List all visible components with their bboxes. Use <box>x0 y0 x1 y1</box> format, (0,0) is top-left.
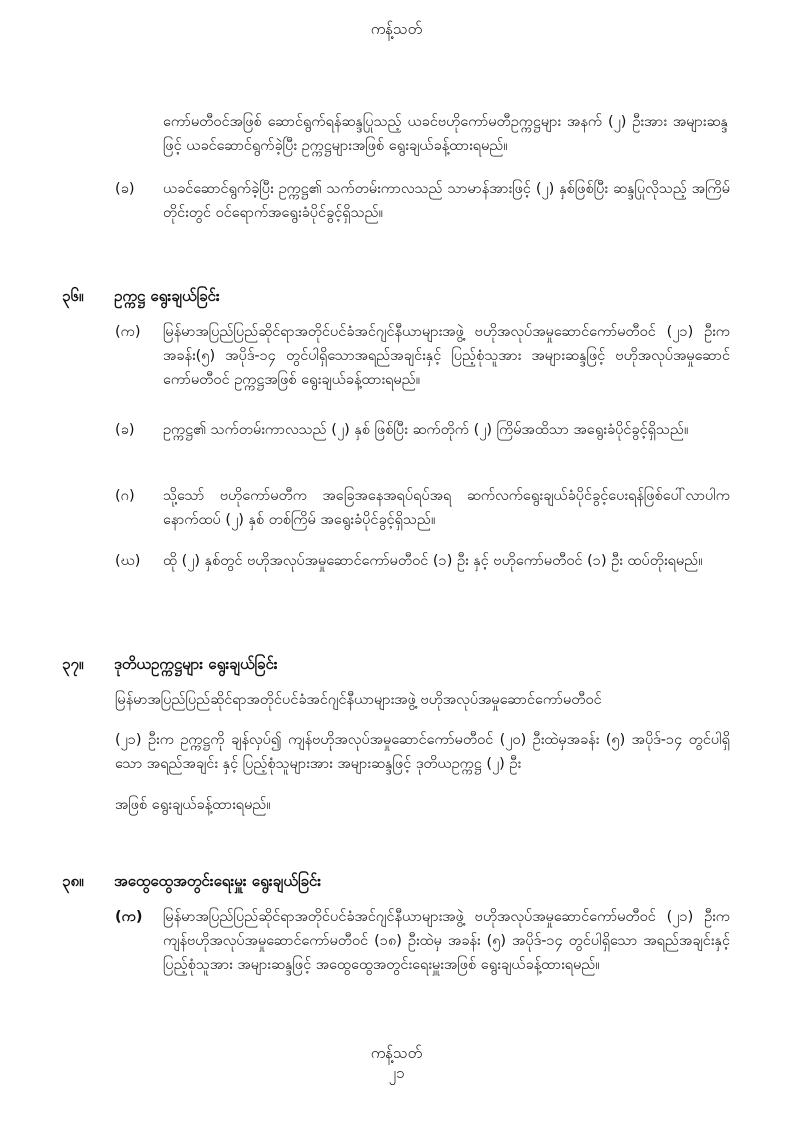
section-38-heading <box>62 872 321 894</box>
item-marker: (ခ) <box>115 181 135 197</box>
section-number: ၃၆။ <box>62 287 84 305</box>
item-marker: (ဂ) <box>115 488 135 504</box>
item-text: မြန်မာအပြည်ပြည်ဆိုင်ရာအတိုင်ပင်ခံအင်ဂျင်နီယာများအဖွဲ့ ဗဟိုအလုပ်အမှုဆောင်ကော်မတီဝင် (၂၁) ဦးက ကျန်ဗဟိုအလုပ်အမှုဆောင်ကော်မတီဝင် (၁၈) ဦးထဲမှ အခန်း (၅) အပိုဒ်-၁၄ တွင်ပါရှိသော အရည်အချင်းနှင့် ပြည့်စုံသူအား အများဆန္ဒဖြင့် အထွေထွေအတွင်းရေးမှူးအဖြစ် ရွေးချယ်ခန့်ထားရမည်။ <box>163 909 730 973</box>
section-title: ဥက္ကဋ္ဌ ရွေးချယ်ခြင်း <box>114 287 220 305</box>
section-number: ၃၇။ <box>62 655 84 673</box>
section-37-paragraph-end: အဖြစ် ရွေးချယ်ခန့်ထားရမည်။ <box>115 797 271 813</box>
page-header-restricted: ကန့်သတ် <box>370 20 423 38</box>
section-36-heading <box>62 287 220 309</box>
intro-item-kha <box>115 177 730 225</box>
page-footer <box>0 1043 793 1083</box>
section-title: ဒုတိယဥက္ကဋ္ဌများ ရွေးချယ်ခြင်း <box>114 655 278 673</box>
item-marker: (က) <box>115 324 141 340</box>
footer-restricted-label: ကန့်သတ် <box>370 1044 423 1062</box>
intro-paragraph: ကော်မတီဝင်အဖြစ် ဆောင်ရွက်ရန်ဆန္ဒပြုသည့် ယခင်ဗဟိုကော်မတီဥက္ကဋ္ဌများ အနက် (၂) ဦးအား အများဆန္ဒဖြင့် ယခင်ဆောင်ရွက်ခဲ့ပြီး ဥက္ကဋ္ဌများအဖြစ် ရွေးချယ်ခန့်ထားရမည်။ <box>163 114 728 154</box>
section-36-item-kha <box>115 418 730 442</box>
page-number: ၂၁ <box>388 1064 405 1082</box>
section-36-item-gha <box>115 549 730 573</box>
section-36-item-ga <box>115 484 730 532</box>
item-marker: (ခ) <box>115 422 135 438</box>
item-text: သို့သော် ဗဟိုကော်မတီက အခြေအနေအရပ်ရပ်အရ ဆက်လက်ရွေးချယ်ခံပိုင်ခွင့်ပေးရန်ဖြစ်ပေါ်လာပါက နောက်ထပ် (၂) နှစ် တစ်ကြိမ် အရွေးခံပိုင်ခွင့်ရှိသည်။ <box>163 488 730 528</box>
section-number: ၃၈။ <box>62 872 84 890</box>
item-text: ထို (၂) နှစ်တွင် ဗဟိုအလုပ်အမှုဆောင်ကော်မတီဝင် (၁) ဦး နှင့် ဗဟိုကော်မတီဝင် (၁) ဦး ထပ်တိုးရမည်။ <box>163 553 703 569</box>
section-37-heading <box>62 655 278 677</box>
item-marker: (ဃ) <box>115 553 141 569</box>
section-37-paragraph-body: (၂၁) ဦးက ဥက္ကဋ္ဌကို ချန်လှပ်၍ ကျန်ဗဟိုအလုပ်အမှုဆောင်ကော်မတီဝင် (၂၀) ဦးထဲမှအခန်း (၅) အပိုဒ်-၁၄ တွင်ပါရှိသော အရည်အချင်း နှင့် ပြည့်စုံသူများအား အများဆန္ဒဖြင့် ဒုတိယဥက္ကဋ္ဌ (၂) ဦး <box>115 732 730 772</box>
item-marker: (က) <box>115 909 143 925</box>
section-title: အထွေထွေအတွင်းရေးမှူး ရွေးချယ်ခြင်း <box>114 872 322 890</box>
item-text: မြန်မာအပြည်ပြည်ဆိုင်ရာအတိုင်ပင်ခံအင်ဂျင်နီယာများအဖွဲ့ ဗဟိုအလုပ်အမှုဆောင်ကော်မတီဝင် (၂၁) ဦးက အခန်း(၅) အပိုဒ်-၁၄ တွင်ပါရှိသောအရည်အချင်းနှင့် ပြည့်စုံသူအား အများဆန္ဒဖြင့် ဗဟိုအလုပ်အမှုဆောင်ကော်မတီဝင် ဥက္ကဋ္ဌအဖြစ် ရွေးချယ်ခန့်ထားရမည်။ <box>163 324 730 388</box>
item-text: ယခင်ဆောင်ရွက်ခဲ့ပြီး ဥက္ကဋ္ဌ၏ သက်တမ်းကာလသည် သာမာန်အားဖြင့် (၂) နှစ်ဖြစ်ပြီး ဆန္ဒပြုလိုသည့် အကြိမ်တိုင်းတွင် ဝင်ရောက်အရွေးခံပိုင်ခွင့်ရှိသည်။ <box>163 181 730 221</box>
section-37-paragraph-line1: မြန်မာအပြည်ပြည်ဆိုင်ရာအတိုင်ပင်ခံအင်ဂျင်နီယာများအဖွဲ့ ဗဟိုအလုပ်အမှုဆောင်ကော်မတီဝင် <box>115 692 602 708</box>
section-36-item-ka <box>115 320 730 392</box>
item-text: ဥက္ကဋ္ဌ၏ သက်တမ်းကာလသည် (၂) နှစ် ဖြစ်ပြီး ဆက်တိုက် (၂) ကြိမ်အထိသာ အရွေးခံပိုင်ခွင့်ရှိသည်။ <box>163 422 689 438</box>
section-38-item-ka <box>115 905 730 977</box>
